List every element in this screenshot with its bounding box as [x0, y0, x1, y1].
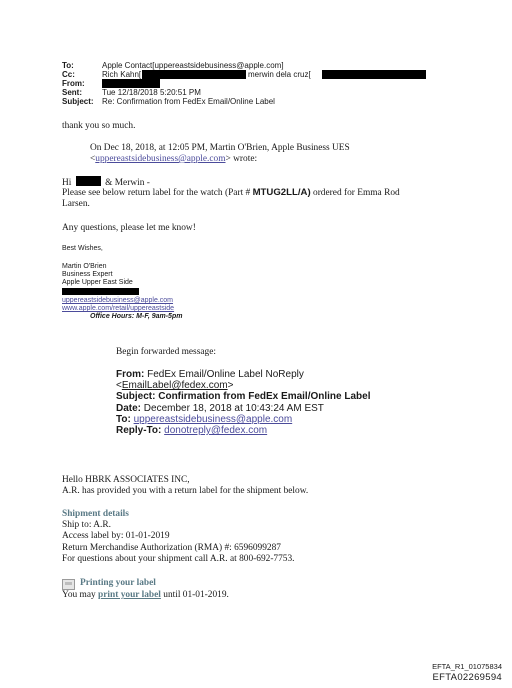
forwarded-date: Date: December 18, 2018 at 10:43:24 AM EST [116, 403, 324, 414]
from-label: From: [62, 79, 85, 88]
signature-title: Business Expert [62, 271, 113, 278]
redaction-block [102, 79, 160, 88]
subject-value: Re: Confirmation from FedEx Email/Online Label [102, 97, 275, 106]
fedex-email-link[interactable]: EmailLabel@fedex.com [121, 380, 228, 391]
redaction-block [322, 70, 426, 79]
sent-label: Sent: [62, 88, 82, 97]
forwarded-intro: Begin forwarded message: [116, 347, 216, 357]
quote-email-link[interactable]: uppereastsidebusiness@apple.com [95, 154, 226, 164]
signature-web-link[interactable]: www.apple.com/retail/uppereastside [62, 305, 175, 312]
greeting-hi: Hi [62, 178, 72, 188]
part-number: MTUG2LL/A) [252, 187, 311, 198]
forwarded-to-link[interactable]: uppereastsidebusiness@apple.com [133, 414, 293, 425]
redaction-block [62, 288, 139, 295]
forwarded-from: From: FedEx Email/Online Label NoReply [116, 369, 304, 380]
printing-title: Printing your label [80, 578, 156, 588]
shipment-questions: For questions about your shipment call A.R. at 800-692-7753. [62, 554, 295, 564]
fedex-provided: A.R. has provided you with a return label for the shipment below. [62, 486, 309, 496]
cc-value-2: merwin dela cruz[ [248, 70, 311, 79]
reply-text: thank you so much. [62, 121, 136, 131]
greeting-merwin: & Merwin - [105, 178, 150, 188]
forwarded-subject: Subject: Confirmation from FedEx Email/Online Label [116, 391, 371, 402]
forwarded-to: To: uppereastsidebusiness@apple.com [116, 414, 293, 425]
printer-icon [62, 577, 75, 588]
signature-hours: Office Hours: M-F, 9am-5pm [90, 313, 183, 320]
email-header [62, 61, 502, 113]
fedex-hello: Hello HBRK ASSOCIATES INC, [62, 475, 190, 485]
ship-to: Ship to: A.R. [62, 520, 111, 530]
replyto-link[interactable]: donotreply@fedex.com [164, 425, 268, 436]
document-id-2: EFTA02269594 [432, 672, 502, 683]
signature-email-link[interactable]: uppereastsidebusiness@apple.com [62, 297, 174, 304]
sent-value: Tue 12/18/2018 5:20:51 PM [102, 88, 201, 97]
greeting-line-2: Please see below return label for the watch (Part # MTUG2LL/A) ordered for Emma Rod [62, 187, 400, 198]
to-value: Apple Contact[uppereastsidebusiness@apple.com] [102, 61, 284, 70]
shipment-details-title: Shipment details [62, 509, 129, 519]
rma-number: Return Merchandise Authorization (RMA) #: 6596099287 [62, 543, 281, 553]
forwarded-replyto: Reply-To: donotreply@fedex.com [116, 425, 268, 436]
print-label-line: You may print your label until 01-01-2019. [62, 590, 229, 600]
redaction-block [142, 70, 246, 79]
document-id-1: EFTA_R1_01075834 [432, 662, 502, 671]
subject-label: Subject: [62, 97, 94, 106]
signature-store: Apple Upper East Side [62, 279, 133, 286]
quote-line-2: <uppereastsidebusiness@apple.com> wrote: [90, 154, 258, 164]
cc-value-1: Rich Kahn[ [102, 70, 142, 79]
quote-line-1: On Dec 18, 2018, at 12:05 PM, Martin O'Brien, Apple Business UES [90, 143, 350, 153]
redaction-block [76, 176, 101, 186]
to-label: To: [62, 61, 74, 70]
questions-text: Any questions, please let me know! [62, 223, 196, 233]
greeting-line-3: Larsen. [62, 199, 90, 209]
access-label: Access label by: 01-01-2019 [62, 531, 170, 541]
print-label-link[interactable]: print your label [98, 590, 161, 600]
signature-name: Martin O'Brien [62, 263, 107, 270]
signature-wishes: Best Wishes, [62, 245, 103, 252]
forwarded-from-email: <EmailLabel@fedex.com> [116, 380, 234, 391]
cc-label: Cc: [62, 70, 75, 79]
